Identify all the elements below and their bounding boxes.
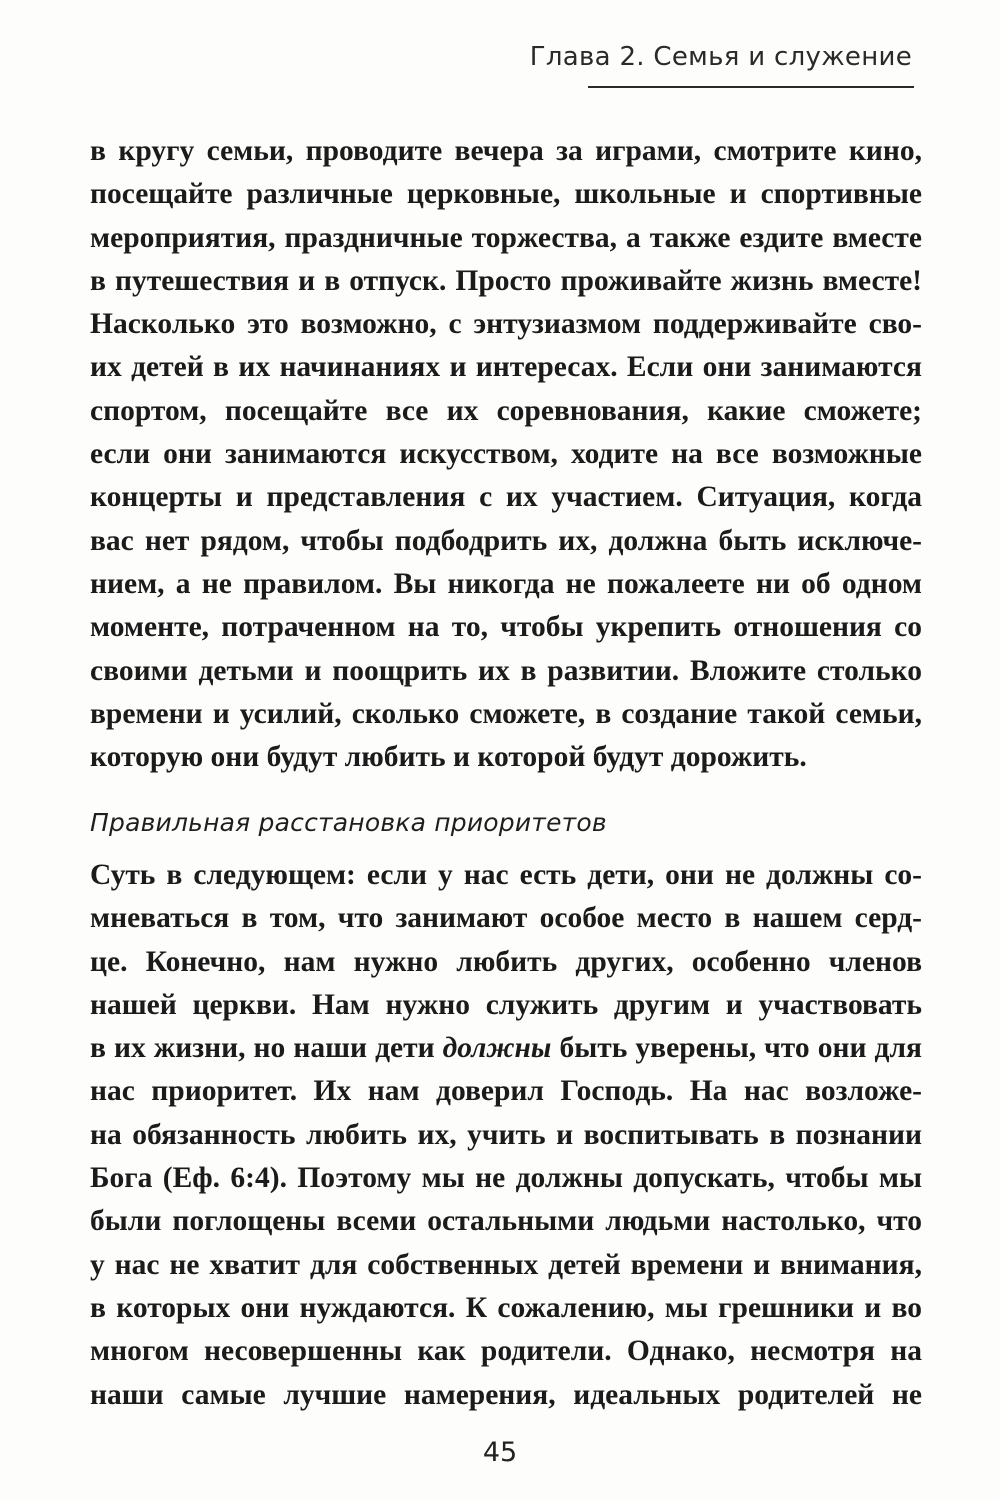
section-heading: Правильная расстановка приоритетов [90, 808, 607, 837]
text-line: Бога (Еф. 6:4). Поэтому мы не должны допускать, чтобы мы [90, 1162, 922, 1195]
running-title: Глава 2. Семья и служение [529, 42, 912, 72]
paragraph-1 [90, 130, 922, 779]
text-line: вас нет рядом, чтобы подбодрить их, должна быть исключе- [90, 524, 922, 557]
text-segment: быть уверены, что они для [559, 1032, 922, 1065]
text-line: Насколько это возможно, с энтузиазмом поддерживайте сво- [90, 308, 922, 341]
text-segment: в их жизни, но наши дети [90, 1032, 435, 1065]
paragraph-2 [90, 854, 922, 1417]
text-line: в кругу семьи, проводите вечера за играми, смотрите кино, [90, 135, 922, 167]
header-rule [588, 86, 914, 88]
text-line-mixed [90, 1027, 922, 1070]
text-line: были поглощены всеми остальными людьми настолько, что [90, 1205, 922, 1238]
text-line: концерты и представления с их участием. Ситуация, когда [90, 481, 922, 514]
text-line: спортом, посещайте все их соревнования, какие сможете; [90, 394, 922, 427]
emphasis-word: должны [442, 1032, 552, 1065]
text-line: Суть в следующем: если у нас есть дети, они не должны со- [90, 859, 922, 891]
text-line: на обязанность любить их, учить и воспитывать в познании [90, 1118, 922, 1151]
text-line: нашей церкви. Нам нужно служить другим и участвовать [90, 988, 922, 1021]
text-line: посещайте различные церковные, школьные и спортивные [90, 178, 922, 211]
text-line: мероприятия, праздничные торжества, а также ездите вместе [90, 221, 922, 254]
text-line: в которых они нуждаются. К сожалению, мы грешники и во [90, 1291, 922, 1324]
text-line: которую они будут любить и которой будут дорожить. [90, 741, 807, 774]
text-line: своими детьми и поощрить их в развитии. Вложите столько [90, 654, 922, 687]
text-line: нием, а не правилом. Вы никогда не пожалеете ни об одном [90, 567, 922, 600]
text-line: их детей в их начинаниях и интересах. Если они занимаются [90, 351, 922, 384]
text-line: многом несовершенны как родители. Однако, несмотря на [90, 1335, 922, 1368]
text-line: в путешествия и в отпуск. Просто проживайте жизнь вместе! [90, 264, 922, 297]
text-line: нас приоритет. Их нам доверил Господь. На нас возложе- [90, 1075, 922, 1108]
text-line: моменте, потраченном на то, чтобы укрепить отношения со [90, 611, 922, 644]
text-line: времени и усилий, сколько сможете, в создание такой семьи, [90, 697, 922, 730]
text-line: мневаться в том, что занимают особое место в нашем серд- [90, 902, 922, 935]
text-line: если они занимаются искусством, ходите на все возможные [90, 438, 922, 471]
page-number: 45 [482, 1437, 518, 1468]
text-line: у нас не хватит для собственных детей времени и внимания, [90, 1248, 922, 1281]
text-line: це. Конечно, нам нужно любить других, особенно членов [90, 945, 922, 978]
text-line: наши самые лучшие намерения, идеальных родителей не [90, 1378, 922, 1411]
